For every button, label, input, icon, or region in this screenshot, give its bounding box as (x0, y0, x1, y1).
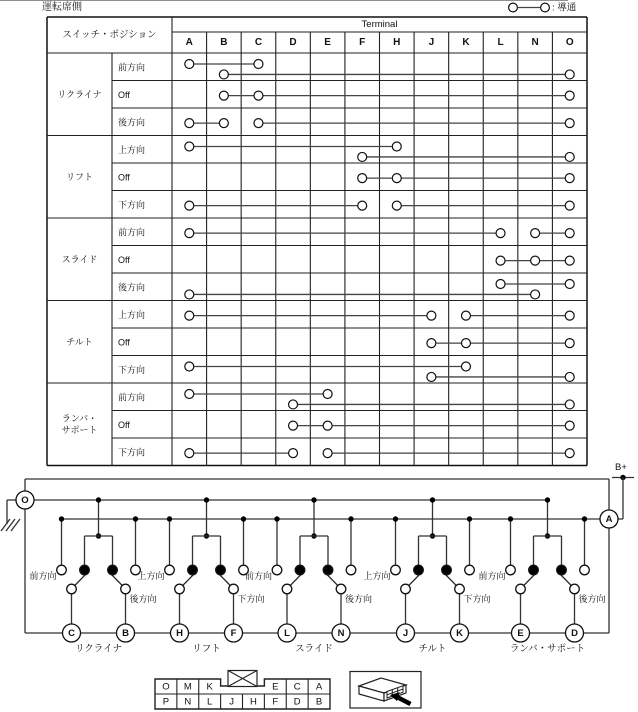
connector-pin-label: B (315, 696, 323, 708)
header-switch-position: スイッチ・ポジション (62, 29, 157, 41)
junction-dot (545, 497, 550, 502)
direction-label: 上方向 (363, 571, 391, 581)
contact-filled (295, 565, 305, 575)
continuity-circle (219, 91, 228, 100)
direction-label: 前方向 (478, 571, 506, 581)
contact-open (391, 565, 401, 575)
contact-open (580, 565, 590, 575)
continuity-circle (185, 390, 194, 399)
continuity-circle (531, 290, 540, 299)
contact-filled (442, 565, 452, 575)
continuity-circle (565, 339, 574, 348)
contact-pole (229, 584, 239, 594)
continuity-circle (565, 449, 574, 458)
continuity-circle (323, 421, 332, 430)
circuit-terminal-label: H (176, 628, 183, 639)
continuity-circle (565, 280, 574, 289)
junction-dot (133, 516, 138, 521)
continuity-circle (461, 339, 470, 348)
direction-label: 後方向 (129, 594, 157, 604)
contact-pole (67, 584, 77, 594)
group-label: サポート (61, 424, 98, 435)
contact-filled (557, 565, 567, 575)
junction-dot (167, 516, 172, 521)
junction-dot (508, 516, 513, 521)
connector-pin-label: H (250, 696, 257, 708)
continuity-circle (185, 142, 194, 151)
continuity-circle (496, 256, 505, 265)
position-label: 下方向 (118, 364, 146, 375)
contact-filled (108, 565, 118, 575)
contact-filled (323, 565, 333, 575)
contact-pole (570, 584, 580, 594)
continuity-circle (565, 256, 574, 265)
terminal-column-label: K (462, 37, 470, 48)
connector-pin-label: O (162, 681, 170, 693)
continuity-circle (496, 229, 505, 238)
group-label: リクライナ (57, 89, 102, 100)
circuit-terminal-label: L (284, 628, 290, 639)
continuity-circle (358, 152, 367, 161)
contact-filled (414, 565, 424, 575)
position-label: 下方向 (118, 199, 146, 210)
continuity-circle (254, 91, 263, 100)
contact-pole (282, 584, 292, 594)
connector-pin-label: A (315, 681, 323, 693)
connector-pin-label: P (162, 696, 170, 708)
contact-pole (121, 584, 131, 594)
continuity-circle (185, 290, 194, 299)
terminal-column-label: L (497, 37, 504, 48)
connector-pin-label: K (206, 681, 213, 693)
continuity-circle (323, 449, 332, 458)
circuit-group-label: ランバ・サポート (509, 643, 586, 655)
position-label: 上方向 (118, 144, 146, 155)
position-label: Off (118, 89, 130, 100)
terminal-column-label: J (428, 37, 435, 48)
circuit-group-label: リフト (192, 643, 221, 655)
continuity-circle (565, 91, 574, 100)
connector-pin-label: E (272, 681, 279, 693)
continuity-circle (496, 280, 505, 289)
junction-dot (582, 516, 587, 521)
terminal-column-label: N (531, 37, 539, 48)
terminal-column-label: F (359, 37, 366, 48)
continuity-circle (565, 119, 574, 128)
contact-filled (529, 565, 539, 575)
terminal-column-label: D (289, 37, 297, 48)
contact-filled (188, 565, 198, 575)
circuit-terminal-label: J (402, 628, 409, 639)
connector-pin-label: J (229, 696, 234, 708)
continuity-circle (358, 174, 367, 183)
position-label: 後方向 (118, 117, 146, 128)
contact-pole (175, 584, 185, 594)
continuity-circle (392, 174, 401, 183)
connector-pin-label: L (207, 696, 213, 708)
group-label: チルト (66, 336, 93, 347)
connector-pin-label: M (183, 681, 192, 693)
connector-pin-label: F (272, 696, 279, 708)
continuity-circle (185, 362, 194, 371)
continuity-circle (565, 372, 574, 381)
contact-pole (455, 584, 465, 594)
continuity-circle (289, 449, 298, 458)
junction-dot (59, 516, 64, 521)
contact-pole (336, 584, 346, 594)
group-label: スライド (61, 254, 98, 265)
circuit-terminal-label: C (68, 628, 75, 639)
junction-dot (204, 497, 209, 502)
connector-pin-label: N (184, 696, 192, 708)
junction-dot (311, 497, 316, 502)
contact-open (506, 565, 516, 575)
continuity-circle (219, 70, 228, 79)
junction-dot (467, 516, 472, 521)
b-plus-label: B+ (615, 462, 627, 473)
legend-circle (509, 3, 518, 12)
contact-filled (216, 565, 226, 575)
circuit-group-label: リクライナ (74, 643, 123, 655)
continuity-circle (358, 201, 367, 210)
circuit-terminal-label: O (21, 495, 29, 506)
continuity-circle (254, 119, 263, 128)
continuity-circle (427, 372, 436, 381)
junction-dot (430, 497, 435, 502)
circuit-terminal-label: N (337, 628, 345, 639)
page-title: 運転席側 (42, 2, 82, 13)
position-label: 下方向 (118, 447, 146, 458)
contact-filled (80, 565, 90, 575)
terminal-column-label: B (220, 37, 228, 48)
terminal-column-label: E (324, 37, 331, 48)
connector-pin-label: C (293, 681, 301, 693)
continuity-circle (185, 311, 194, 320)
continuity-circle (219, 119, 228, 128)
legend-label: : 導通 (552, 2, 577, 14)
contact-open (165, 565, 175, 575)
position-label: Off (118, 172, 130, 183)
terminal-column-label: O (565, 37, 574, 48)
contact-open (272, 565, 282, 575)
circuit-group-label: スライド (295, 643, 333, 655)
contact-open (57, 565, 67, 575)
circuit-terminal-label: A (605, 514, 613, 525)
continuity-circle (531, 229, 540, 238)
junction-dot (96, 497, 101, 502)
continuity-circle (185, 119, 194, 128)
position-label: 前方向 (118, 227, 146, 238)
position-label: 前方向 (118, 392, 146, 403)
continuity-circle (565, 311, 574, 320)
position-label: 前方向 (118, 62, 146, 73)
continuity-circle (565, 174, 574, 183)
continuity-circle (392, 201, 401, 210)
direction-label: 前方向 (244, 571, 272, 581)
continuity-circle (531, 256, 540, 265)
continuity-circle (565, 400, 574, 409)
continuity-circle (427, 339, 436, 348)
continuity-circle (185, 449, 194, 458)
position-label: Off (118, 419, 130, 430)
position-label: Off (118, 254, 130, 265)
continuity-circle (289, 400, 298, 409)
junction-dot (348, 516, 353, 521)
continuity-circle (565, 421, 574, 430)
terminal-column-label: A (185, 37, 193, 48)
circuit-terminal-label: K (456, 628, 463, 639)
direction-label: 後方向 (345, 594, 373, 604)
continuity-circle (185, 201, 194, 210)
header-terminal: Terminal (361, 19, 398, 30)
direction-label: 下方向 (463, 594, 491, 604)
junction-dot (393, 516, 398, 521)
continuity-circle (565, 229, 574, 238)
contact-pole (401, 584, 411, 594)
direction-label: 後方向 (578, 594, 606, 604)
continuity-circle (254, 60, 263, 69)
continuity-circle (185, 229, 194, 238)
junction-dot (241, 516, 246, 521)
continuity-circle (392, 142, 401, 151)
circuit-terminal-label: F (230, 628, 237, 639)
contact-open (465, 565, 475, 575)
continuity-circle (565, 152, 574, 161)
continuity-circle (427, 311, 436, 320)
circuit-group-label: チルト (418, 643, 447, 655)
junction-dot (274, 516, 279, 521)
circuit-terminal-label: D (571, 628, 578, 639)
group-label: ランバ・ (61, 413, 98, 424)
contact-open (346, 565, 356, 575)
circuit-terminal-label: E (517, 628, 524, 639)
continuity-circle (565, 201, 574, 210)
terminal-column-label: C (254, 37, 263, 48)
position-label: 上方向 (118, 309, 146, 320)
circuit-terminal-label: B (122, 628, 129, 639)
continuity-circle (323, 390, 332, 399)
connector-pin-label: D (293, 696, 301, 708)
position-label: 後方向 (118, 282, 146, 293)
terminal-column-label: H (393, 37, 401, 48)
direction-label: 前方向 (29, 571, 57, 581)
continuity-circle (185, 60, 194, 69)
continuity-circle (461, 311, 470, 320)
legend-circle (541, 3, 550, 12)
direction-label: 上方向 (137, 571, 165, 581)
contact-pole (516, 584, 526, 594)
continuity-circle (289, 421, 298, 430)
continuity-circle (565, 70, 574, 79)
group-label: リフト (65, 171, 94, 182)
direction-label: 下方向 (237, 594, 265, 604)
position-label: Off (118, 337, 130, 348)
continuity-circle (461, 362, 470, 371)
